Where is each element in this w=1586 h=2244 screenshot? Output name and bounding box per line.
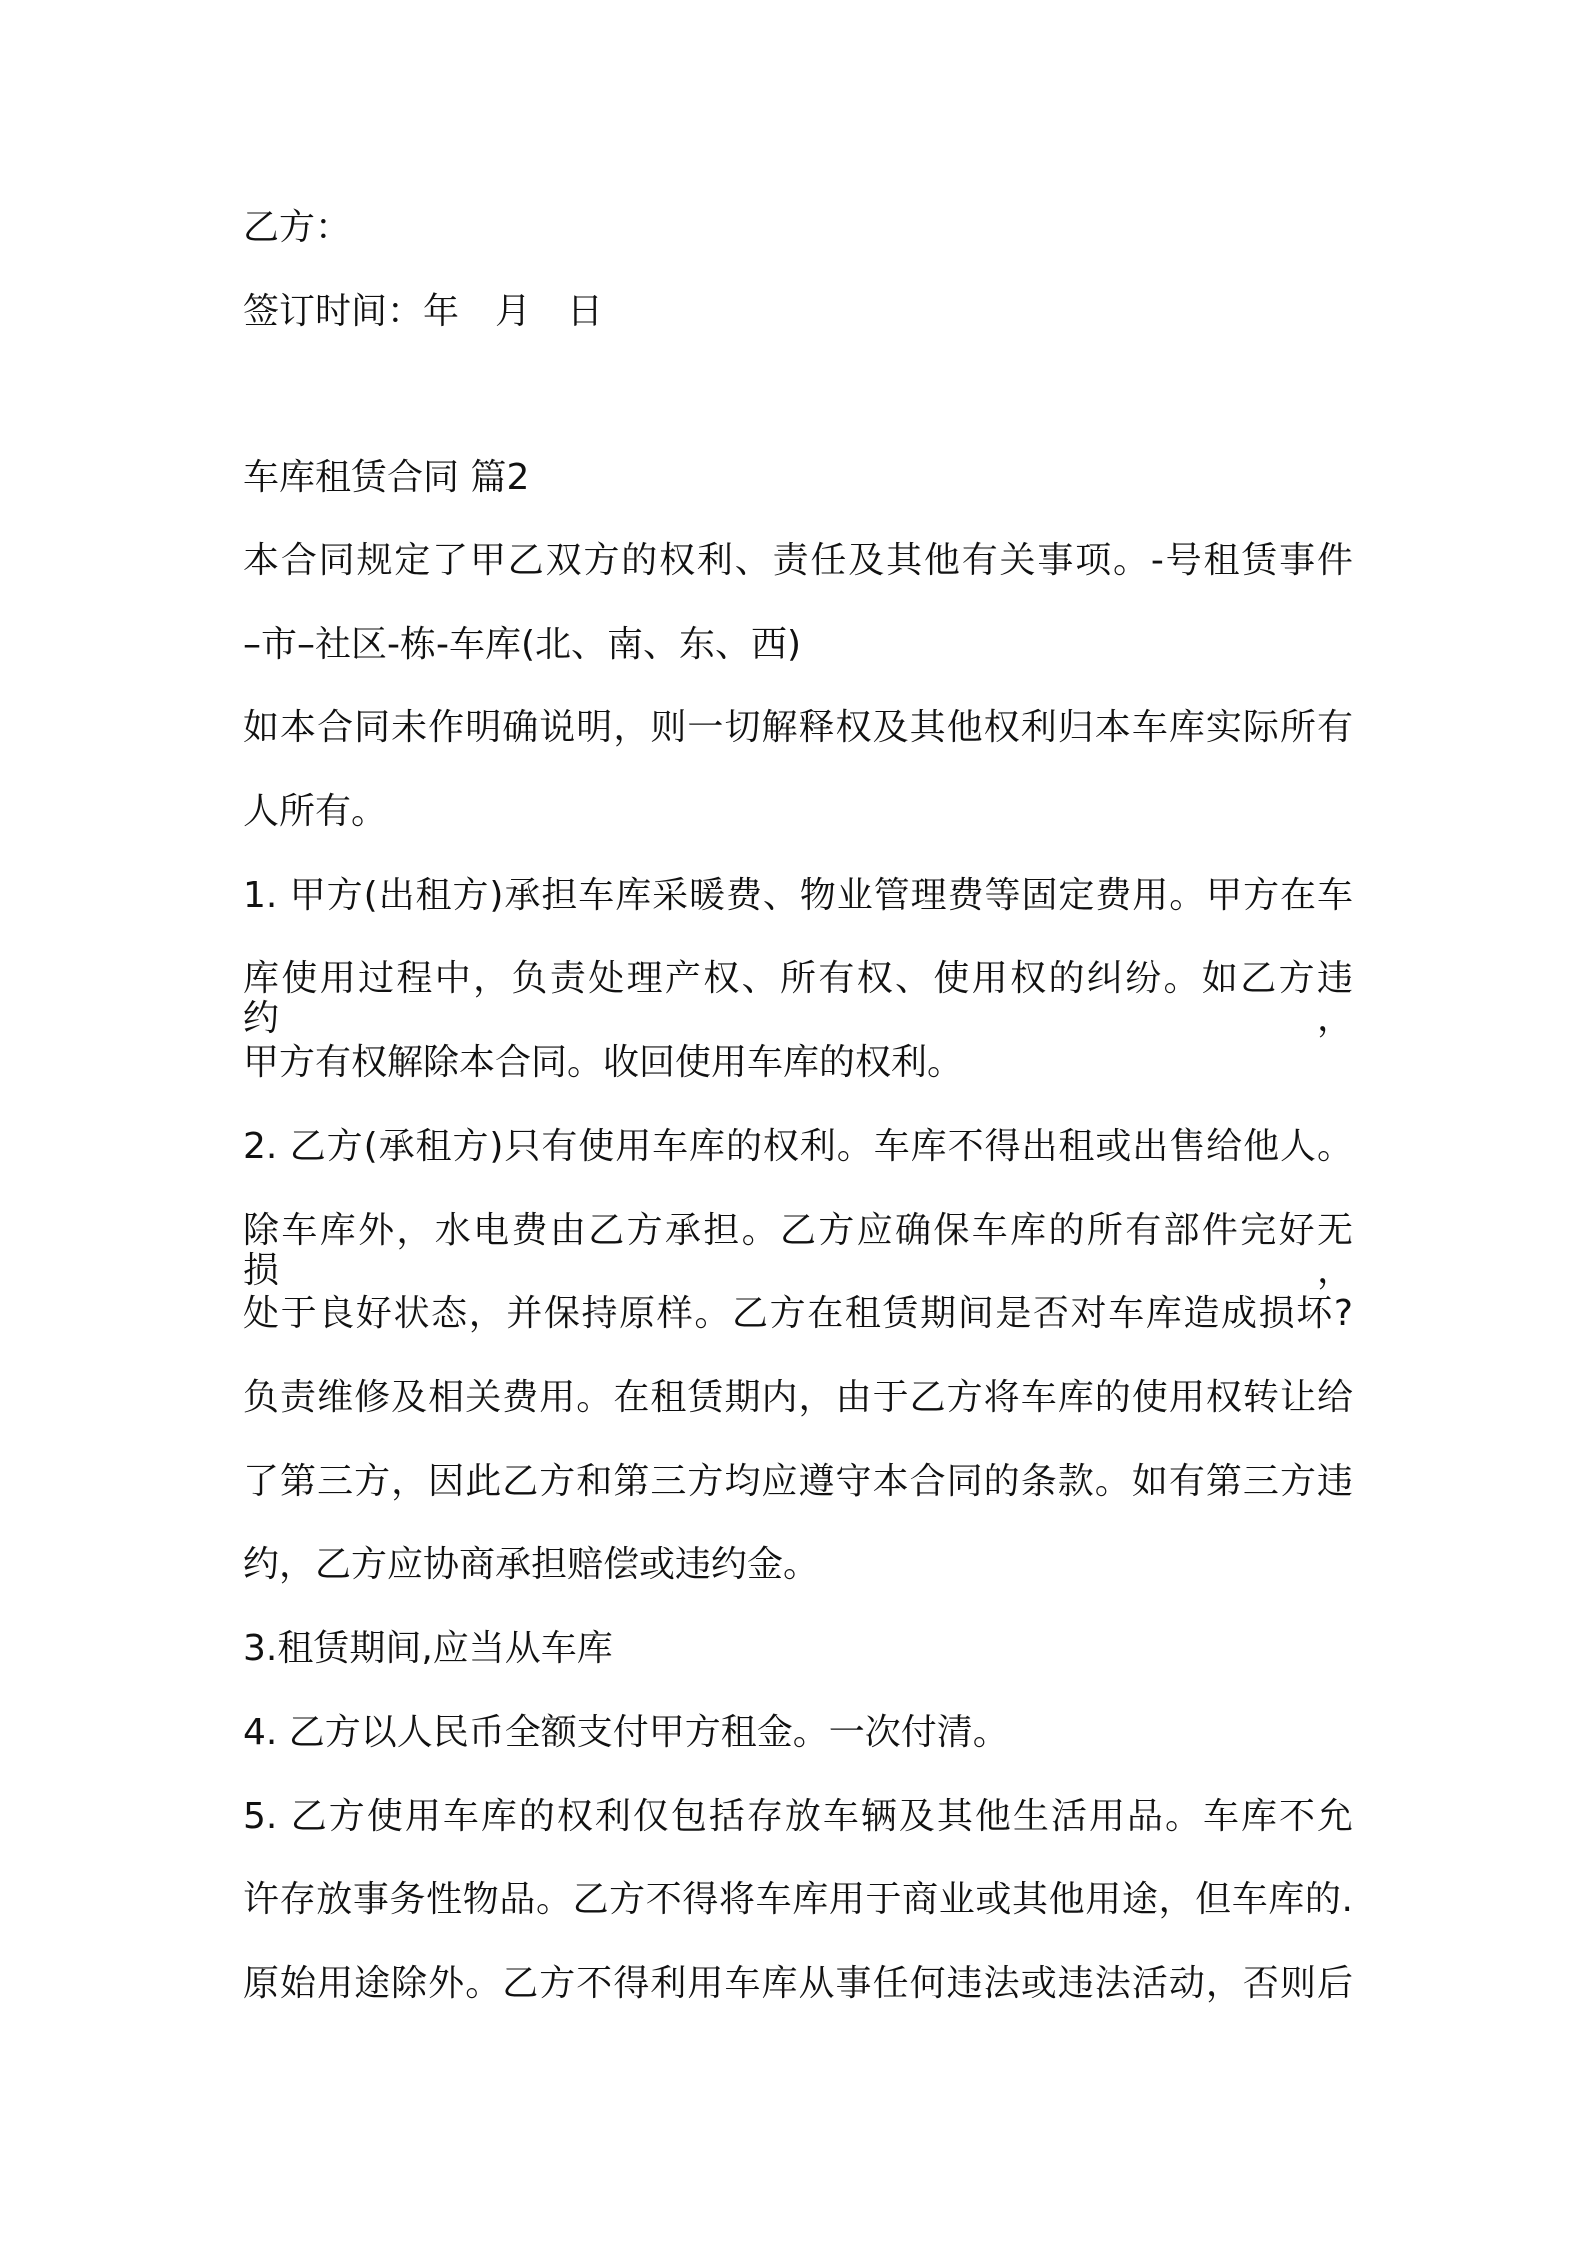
body-line: 人所有。 [243, 791, 388, 832]
body-line: 本合同规定了甲乙双方的权利、责任及其他有关事项。-号租赁事件 [243, 540, 1353, 581]
body-line: 3.租赁期间,应当从车库 [243, 1628, 613, 1669]
body-line: 约，乙方应协商承担赔偿或违约金。 [243, 1544, 820, 1585]
body-line: 处于良好状态，并保持原样。乙方在租赁期间是否对车库造成损坏? [243, 1293, 1353, 1334]
body-line: 了第三方，因此乙方和第三方均应遵守本合同的条款。如有第三方违 [243, 1461, 1353, 1502]
body-line: 1. 甲方(出租方)承担车库采暖费、物业管理费等固定费用。甲方在车 [243, 875, 1353, 916]
section-title: 车库租赁合同 篇2 [243, 457, 530, 498]
body-line: 如本合同未作明确说明，则一切解释权及其他权利归本车库实际所有 [243, 707, 1353, 748]
body-line: –市–社区-栋-车库(北、南、东、西) [243, 624, 802, 665]
body-line: 许存放事务性物品。乙方不得将车库用于商业或其他用途，但车库的. [243, 1879, 1353, 1920]
body-line: 2. 乙方(承租方)只有使用车库的权利。车库不得出租或出售给他人。 [243, 1126, 1353, 1167]
body-line: 原始用途除外。乙方不得利用车库从事任何违法或违法活动，否则后 [243, 1963, 1353, 2004]
body-line: 甲方有权解除本合同。收回使用车库的权利。 [243, 1042, 964, 1083]
party-b-label: 乙方： [243, 207, 352, 248]
body-line: 库使用过程中，负责处理产权、所有权、使用权的纠纷。如乙方违约， [243, 958, 1353, 1039]
body-line: 4. 乙方以人民币全额支付甲方租金。一次付清。 [243, 1712, 1009, 1753]
body-line: 负责维修及相关费用。在租赁期内，由于乙方将车库的使用权转让给 [243, 1377, 1353, 1418]
body-line: 除车库外，水电费由乙方承担。乙方应确保车库的所有部件完好无损， [243, 1210, 1353, 1291]
signing-date: 签订时间：年 月 日 [243, 291, 604, 332]
body-line: 5. 乙方使用车库的权利仅包括存放车辆及其他生活用品。车库不允 [243, 1796, 1353, 1837]
